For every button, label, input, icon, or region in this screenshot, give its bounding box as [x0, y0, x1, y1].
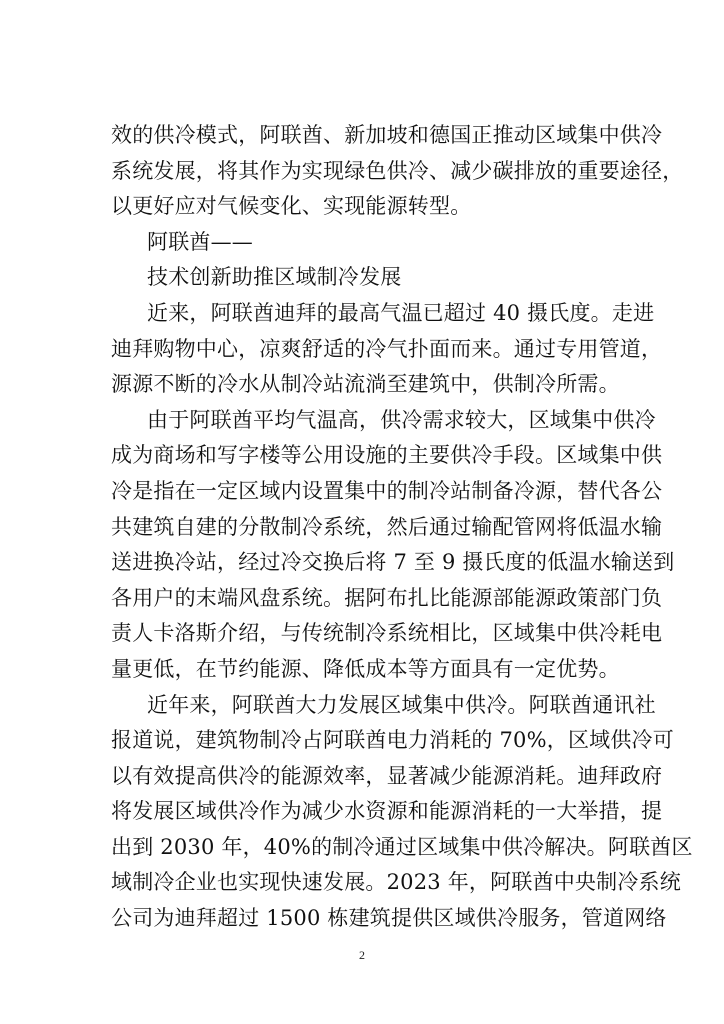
text-line: 冷是指在一定区域内设置集中的制冷站制备冷源，替代各公: [111, 478, 663, 503]
text-line: 由于阿联酋平均气温高，供冷需求较大，区域集中供冷: [147, 407, 656, 432]
text-line: 源源不断的冷水从制冷站流淌至建筑中，供制冷所需。: [111, 372, 620, 397]
text-line: 共建筑自建的分散制冷系统，然后通过输配管网将低温水输: [111, 514, 663, 539]
text-line: 报道说，建筑物制冷占阿联酋电力消耗的 70%，区域供冷可: [111, 728, 674, 753]
text-line: 各用户的末端风盘系统。据阿布扎比能源部能源政策部门负: [111, 585, 663, 610]
text-line: 技术创新助推区域制冷发展: [147, 265, 402, 290]
text-line: 迪拜购物中心，凉爽舒适的冷气扑面而来。通过专用管道，: [111, 336, 663, 361]
text-line: 公司为迪拜超过 1500 栋建筑提供区域供冷服务，管道网络: [111, 906, 667, 931]
body-text: [111, 118, 693, 937]
page-number: 2: [359, 948, 365, 962]
text-line: 以有效提高供冷的能源效率，显著减少能源消耗。迪拜政府: [111, 763, 663, 788]
text-line: 出到 2030 年，40%的制冷通过区域集中供冷解决。阿联酋区: [111, 834, 693, 859]
text-line: 效的供冷模式，阿联酋、新加坡和德国正推动区域集中供冷: [111, 123, 663, 147]
text-line: 近年来，阿联酋大力发展区域集中供冷。阿联酋通讯社: [147, 692, 656, 717]
text-line: 近来，阿联酋迪拜的最高气温已超过 40 摄氏度。走进: [147, 300, 655, 325]
text-line: 成为商场和写字楼等公用设施的主要供冷手段。区域集中供: [111, 443, 663, 468]
text-line: 以更好应对气候变化、实现能源转型。: [111, 194, 472, 219]
text-line: 域制冷企业也实现快速发展。2023 年，阿联酋中央制冷系统: [111, 870, 681, 895]
text-line: 责人卡洛斯介绍，与传统制冷系统相比，区域集中供冷耗电: [111, 621, 663, 646]
text-line: 阿联酋——: [147, 229, 253, 254]
text-line: 系统发展，将其作为实现绿色供冷、减少碳排放的重要途径，: [111, 158, 684, 183]
text-line: 送进换冷站，经过冷交换后将 7 至 9 摄氏度的低温水输送到: [111, 550, 675, 575]
text-line: 量更低，在节约能源、降低成本等方面具有一定优势。: [111, 656, 620, 681]
text-line: 将发展区域供冷作为减少水资源和能源消耗的一大举措，提: [111, 799, 663, 824]
